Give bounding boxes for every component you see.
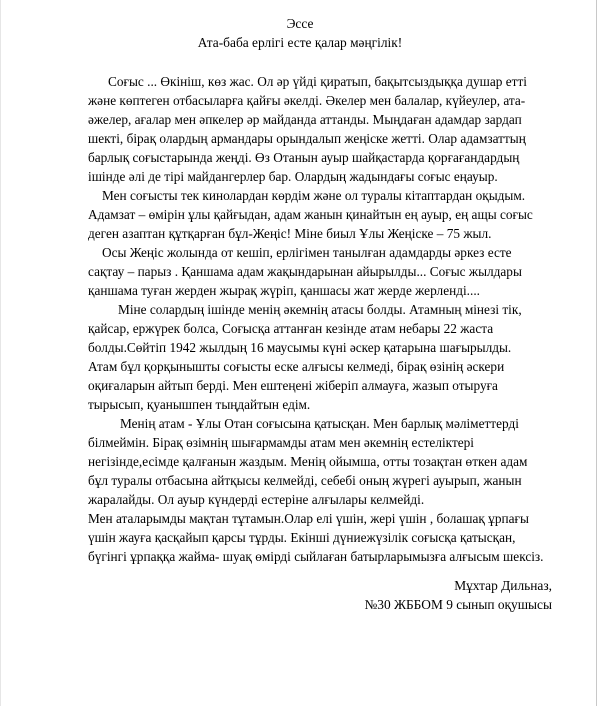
body-line-1: Соғыс ... Өкініш, көз жас. Ол әр үйді қиратып, бақытсыздыққа душар етті <box>108 74 527 89</box>
body-line-26: бүгінгі ұрпаққа жайма- шуақ өмірді сыйлаған батырларымызға алғысым шексіз. <box>88 549 544 564</box>
body-line-11: сақтау – парыз . Қаншама адам жақындарынан айырылды... Соғыс жылдары <box>88 264 522 279</box>
essay-body <box>88 72 568 566</box>
body-line-8: Адамзат – өмірін ұлы қайғыдан, адам жанын қинайтын ең ауыр, ең ащы соғыс <box>88 207 533 222</box>
signature-block <box>364 576 552 614</box>
body-line-3: әжелер, ағалар мен әпкелер әр майданда аттанды. Мыңдаған адамдар зардап <box>88 112 522 127</box>
body-line-23: жаралайды. Ол ауыр күндерді естеріне алғылары келмейді. <box>88 492 425 507</box>
body-line-4: шекті, бірақ олардың армандары орындалып жеңіске жетті. Олар адамзаттың <box>88 131 526 146</box>
body-line-18: тырысып, қуанышпен тыңдайтын едім. <box>88 397 311 412</box>
author-school: №30 ЖББОМ 9 сынып оқушысы <box>364 597 552 612</box>
body-line-2: және көптеген отбасыларға қайғы әкелді. Әкелер мен балалар, күйеулер, ата- <box>88 93 526 108</box>
body-line-15: болды.Сөйтіп 1942 жылдың 16 маусымы күні әскер қатарына шағырылды. <box>88 340 512 355</box>
body-line-14: қайсар, ержүрек болса, Соғысқа аттанған кезінде атам небары 22 жаста <box>88 321 494 336</box>
body-line-10: Осы Жеңіс жолында от кешіп, ерлігімен танылған адамдарды әркез есте <box>102 245 512 260</box>
body-line-19: Менің атам - Ұлы Отан соғысына қатысқан. Мен барлық мәліметтерді <box>120 416 519 431</box>
essay-title: Ата-баба ерлігі есте қалар мәңгілік! <box>197 35 403 50</box>
body-line-5: барлық соғыстарында жеңді. Өз Отанын ауыр шайқастарда қорғағандардың <box>88 150 520 165</box>
body-line-9: деген азаптан құтқарған бұл-Жеңіс! Міне биыл Ұлы Жеңіске – 75 жыл. <box>88 226 492 241</box>
body-line-12: қаншама туған жерден жырақ жүріп, қаншасы жат жерде жерленді.... <box>88 283 480 298</box>
body-line-13: Міне солардың ішінде менің әкемнің атасы болды. Атамның мінезі тік, <box>118 302 522 317</box>
body-line-6: ішінде әлі де тірі майдангерлер бар. Олардың жадындағы соғыс еңауыр. <box>88 169 498 184</box>
title-block <box>0 14 600 52</box>
body-line-17: оқиғаларын айтып берді. Мен ештеңені жіберіп алмауға, жазып отыруға <box>88 378 498 393</box>
document-type-label: Эссе <box>286 16 314 31</box>
body-line-21: негізінде,есімде қалғанын жаздым. Менің ойымша, отты тозақтан өткен адам <box>88 454 528 469</box>
body-line-25: үшін жауға қасқайып қарсы тұрды. Екінші дүниежүзілік соғысқа қатысқан, <box>88 530 516 545</box>
body-line-24: Мен аталарымды мақтан тұтамын.Олар елі үшін, жері үшін , болашақ ұрпағы <box>88 511 529 526</box>
body-line-16: Атам бұл қорқынышты соғысты еске алғысы келмеді, бірақ өзінің әскери <box>88 359 505 374</box>
body-line-7: Мен соғысты тек кинолардан көрдім және ол туралы кітаптардан оқыдым. <box>102 188 526 203</box>
body-line-20: білмеймін. Бірақ өзімнің шығармамды атам мен әкемнің естеліктері <box>88 435 475 450</box>
author-name: Мұхтар Дильназ, <box>454 578 552 593</box>
body-line-22: бұл туралы отбасына айтқысы келмейді, себебі оның жүрегі ауырып, жанын <box>88 473 522 488</box>
